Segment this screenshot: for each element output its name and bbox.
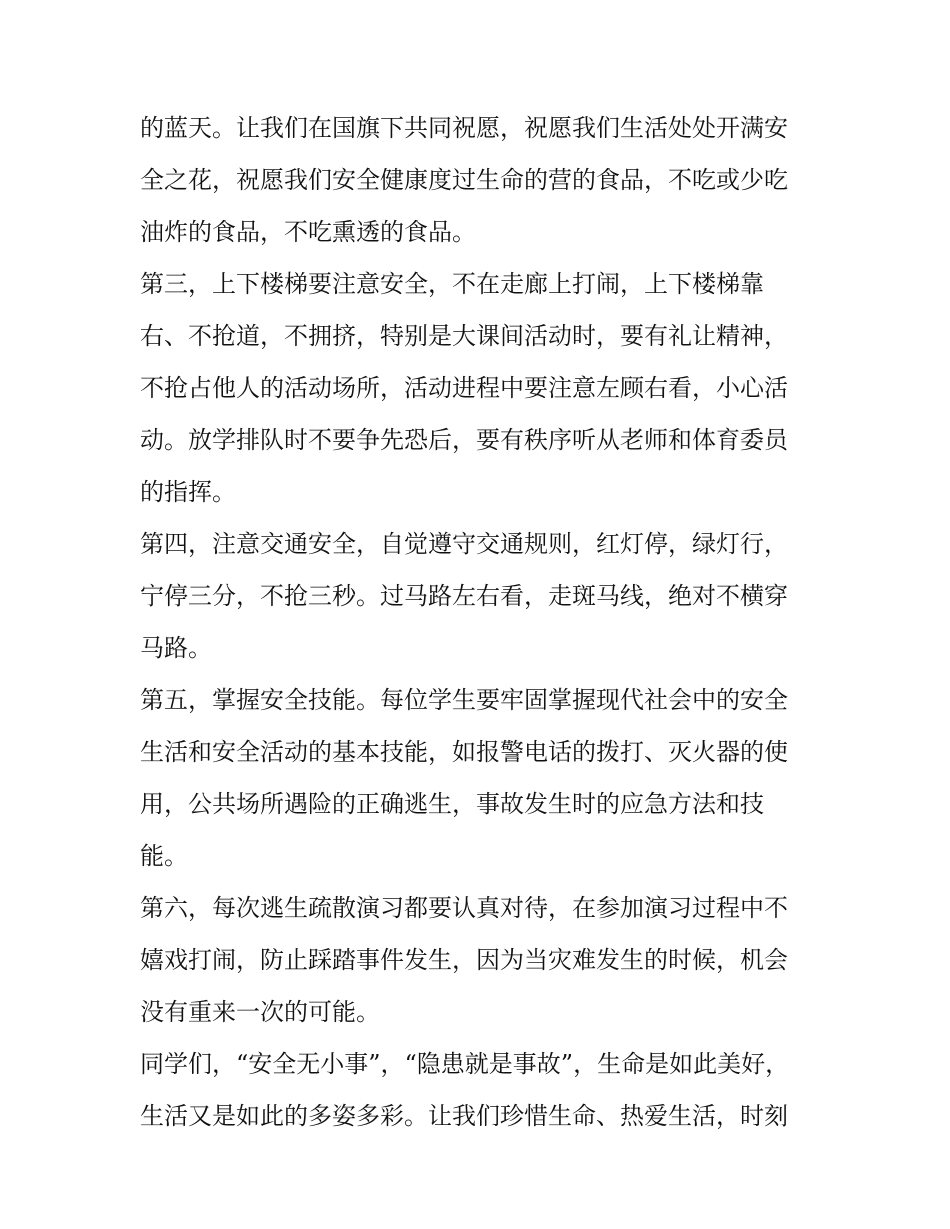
text-line: 右、不抢道，不拥挤，特别是大课间活动时，要有礼让精神， bbox=[140, 322, 788, 350]
text-line: 不抢占他人的活动场所，活动进程中要注意左顾右看，小心活 bbox=[140, 374, 788, 402]
paragraph-3 bbox=[140, 518, 820, 674]
text-line: 动。放学排队时不要争先恐后，要有秩序听从老师和体育委员 bbox=[140, 426, 788, 454]
text-line: 宁停三分，不抢三秒。过马路左右看，走斑马线，绝对不横穿 bbox=[140, 582, 788, 610]
text-line: 第六，每次逃生疏散演习都要认真对待，在参加演习过程中不 bbox=[140, 894, 788, 922]
text-line: 的指挥。 bbox=[140, 478, 236, 506]
text-line: 第四，注意交通安全，自觉遵守交通规则，红灯停，绿灯行， bbox=[140, 530, 788, 558]
text-line: 没有重来一次的可能。 bbox=[140, 998, 380, 1026]
paragraph-1 bbox=[140, 102, 820, 258]
text-line: 全之花，祝愿我们安全健康度过生命的营的食品，不吃或少吃 bbox=[140, 166, 788, 194]
text-line: 用，公共场所遇险的正确逃生，事故发生时的应急方法和技 bbox=[140, 790, 764, 818]
paragraph-5 bbox=[140, 882, 820, 1038]
text-line: 第五，掌握安全技能。每位学生要牢固掌握现代社会中的安全 bbox=[140, 686, 788, 714]
text-line: 马路。 bbox=[140, 634, 212, 662]
paragraph-6 bbox=[140, 1038, 820, 1142]
document-body bbox=[140, 102, 820, 1142]
text-line: 能。 bbox=[140, 842, 188, 870]
text-line: 嬉戏打闹，防止踩踏事件发生，因为当灾难发生的时候，机会 bbox=[140, 946, 788, 974]
text-line: 油炸的食品，不吃熏透的食品。 bbox=[140, 218, 476, 246]
text-line: 生活又是如此的多姿多彩。让我们珍惜生命、热爱生活，时刻 bbox=[140, 1102, 788, 1130]
paragraph-2 bbox=[140, 258, 820, 518]
text-line: 生活和安全活动的基本技能，如报警电话的拨打、灭火器的使 bbox=[140, 738, 788, 766]
text-line: 第三，上下楼梯要注意安全，不在走廊上打闹，上下楼梯靠 bbox=[140, 270, 764, 298]
paragraph-4 bbox=[140, 674, 820, 882]
text-line: 的蓝天。让我们在国旗下共同祝愿，祝愿我们生活处处开满安 bbox=[140, 114, 788, 142]
text-line: 同学们，“安全无小事”，“隐患就是事故”，生命是如此美好， bbox=[140, 1050, 790, 1078]
